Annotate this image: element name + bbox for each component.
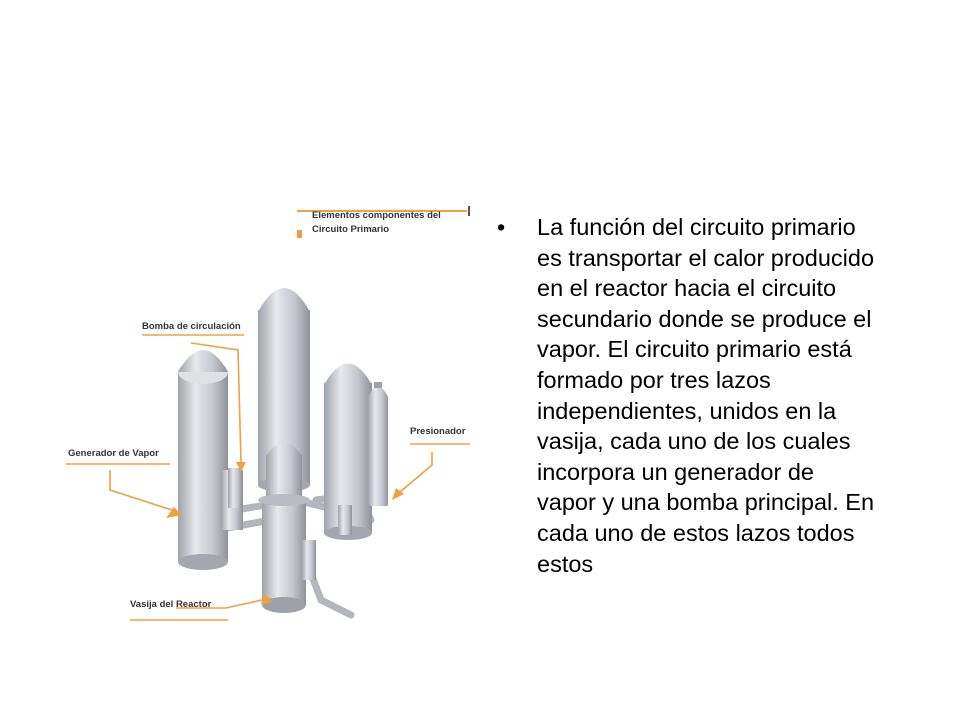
primary-circuit-diagram [66,200,472,648]
label-circulation-pump: Bomba de circulación [142,321,241,332]
label-pressurizer: Presionador [410,426,466,437]
diagram-illustration [66,200,472,648]
pressurizer [368,382,388,506]
content-bullet [497,212,937,720]
bullet-marker: • [497,214,506,240]
header-accent-square [297,230,302,238]
label-steam-generator: Generador de Vapor [68,448,159,459]
diagram-edge-mark [468,206,470,216]
label-reactor-vessel: Vasija del Reactor [130,599,212,610]
bullet-text: La función del circuito primario es transportar el calor producido en el reactor hacia el circuito secundario donde se produce el vapor. El circuito primario está formado por tres lazos independientes, unidos en la vasija, cada uno de los cuales incorpora un generador de vapor y una bomba principal. En cada uno de estos lazos todos estos [537,214,875,577]
steam-generator-left [178,350,243,570]
diagram-header-line1: Elementos componentes del [312,210,441,221]
diagram-header-line2: Circuito Primario [312,224,390,235]
